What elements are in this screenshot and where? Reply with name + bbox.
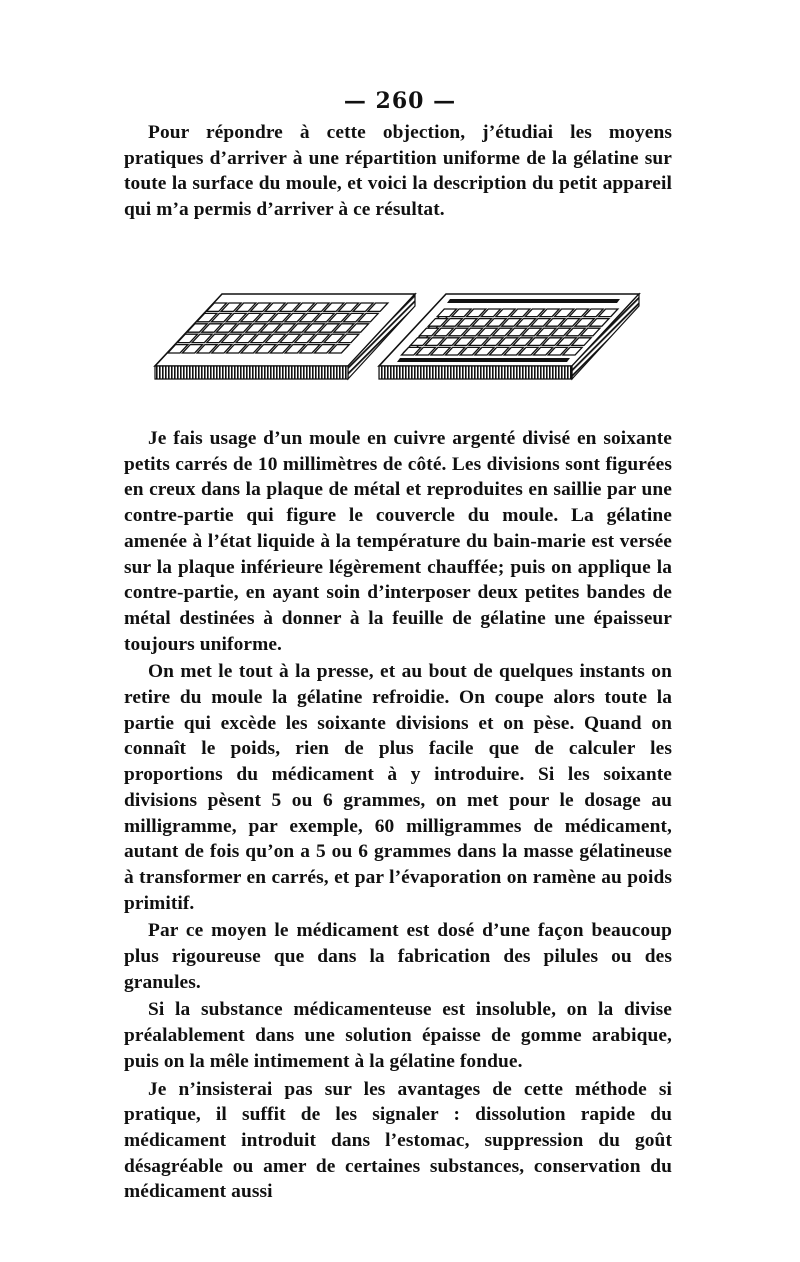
text-block-top — [124, 120, 672, 223]
figure-gelatin-mold — [150, 282, 650, 387]
paragraph: Par ce moyen le médicament est dosé d’une façon beaucoup plus rigoureuse que dans la fabrication des pilules ou des granules. — [124, 920, 672, 993]
mold-bottom-plate — [155, 294, 415, 379]
paragraph: Je fais usage d’un moule en cuivre argenté divisé en soixante petits carrés de 10 millimètres de côté. Les divisions sont figurées en creux dans la plaque de métal et reproduites en saillie par une contre-partie qui figure le couvercle du moule. La gélatine amenée à l’état liquide à la température du bain-marie est versée sur la plaque inférieure légèrement chauffée; puis on applique la contre-partie, en ayant soin d’interposer deux petites bandes de métal destinées à donner à la feuille de gélatine une épaisseur toujours uniforme. — [124, 428, 672, 655]
paragraph: Je n’insisterai pas sur les avantages de cette méthode si pratique, il suffit de les signaler : dissolution rapide du médicament introduit dans l’estomac, suppression du goût désagréable ou amer de certaines substances, conservation du médicament aussi — [124, 1078, 672, 1203]
gelatin-mold-illustration-icon — [150, 282, 650, 387]
page-number: — 260 — — [343, 88, 457, 114]
mold-top-plate-counterpart — [379, 294, 639, 379]
text-block-main — [124, 426, 672, 1205]
paragraph: Si la substance médicamenteuse est insoluble, on la divise préalablement dans une solution épaisse de gomme arabique, puis on la mêle intimement à la gélatine fondue. — [124, 999, 672, 1072]
paragraph: Pour répondre à cette objection, j’étudiai les moyens pratiques d’arriver à une répartition uniforme de la gélatine sur toute la surface du moule, et voici la description du petit appareil qui m’a permis d’arriver à ce résultat. — [124, 122, 672, 221]
paragraph: On met le tout à la presse, et au bout de quelques instants on retire du moule la gélatine refroidie. On coupe alors toute la partie qui excède les soixante divisions et on pèse. Quand on connaît le poids, rien de plus facile que de calculer les proportions du médicament à y introduire. Si les soixante divisions pèsent 5 ou 6 grammes, on met pour le dosage au milligramme, par exemple, 60 milligrammes de médicament, autant de fois qu’on a 5 ou 6 grammes dans la masse gélatineuse à transformer en carrés, et par l’évaporation on ramène au poids primitif. — [124, 661, 672, 914]
